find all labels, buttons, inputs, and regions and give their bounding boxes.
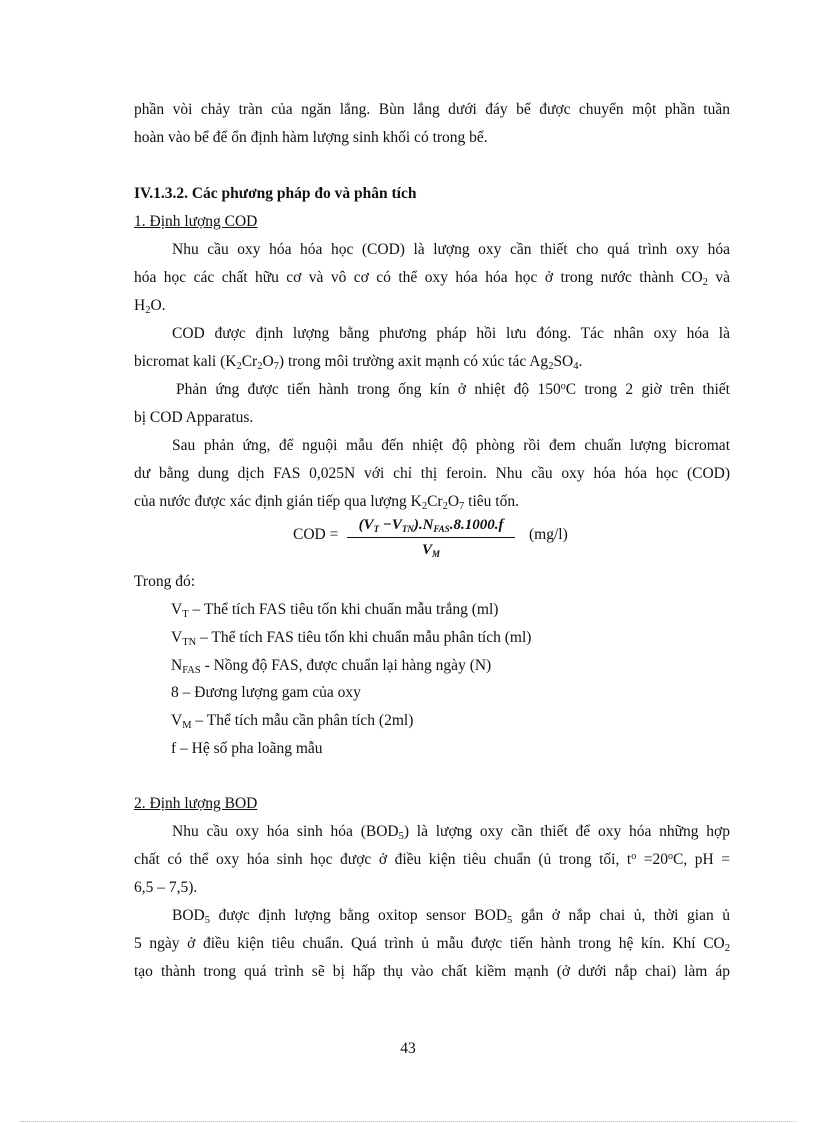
def-text: – Hệ số pha loãng mẫu — [176, 740, 323, 757]
text-run: . — [578, 353, 583, 370]
text-line: Nhu cầu oxy hóa hóa học (COD) là lượng oxy cần thiết cho quá trình oxy hóa — [172, 241, 730, 258]
subscript: M — [432, 549, 441, 559]
text-line — [134, 348, 730, 376]
text-line: bị COD Apparatus. — [134, 409, 254, 426]
definition-item — [171, 624, 531, 652]
text-run: của nước được xác định gián tiếp qua lượng K — [134, 493, 422, 510]
text-run: Phản ứng được tiến hành trong ống kín ở nhiệt độ 150 — [176, 381, 561, 398]
formula-unit: (mg/l) — [529, 526, 568, 543]
text-run: =20 — [636, 851, 668, 868]
bod-title-wrap — [134, 790, 730, 818]
text-run: hóa học các chất hữu cơ và vô cơ có thể oxy hóa hóa học ở trong nước thành CO — [134, 269, 703, 286]
text-line — [134, 902, 730, 930]
definition-item — [171, 596, 498, 624]
def-symbol: 8 — [171, 684, 179, 701]
subscript: 5 — [507, 915, 513, 926]
subscript: M — [182, 720, 192, 731]
text-run: gắn ở nắp chai ủ, thời gian ủ — [512, 907, 730, 924]
subscript: 2 — [702, 277, 708, 288]
definition-item — [171, 735, 323, 763]
def-symbol: N — [171, 657, 183, 674]
text-run: được định lượng bằng oxitop sensor BOD — [209, 907, 508, 924]
where-label: Trong đó: — [134, 573, 196, 590]
subscript: T — [373, 524, 380, 534]
text-line: Sau phản ứng, để nguội mẫu đến nhiệt độ phòng rồi đem chuẩn lượng bicromat — [172, 437, 730, 454]
subscript: 7 — [273, 361, 279, 372]
superscript: o — [631, 851, 637, 862]
cod-paragraph-3 — [134, 376, 730, 432]
text-run: và — [707, 269, 730, 286]
formula-numerator — [347, 514, 515, 536]
subscript: TN — [401, 524, 414, 534]
subscript: 5 — [204, 915, 210, 926]
intro-paragraph — [134, 96, 730, 152]
def-symbol: V — [171, 712, 183, 729]
text-run: C, pH = — [673, 851, 730, 868]
text-line — [134, 930, 730, 958]
text-line — [134, 818, 730, 846]
text-run: BOD — [172, 907, 205, 924]
text-run: SO — [553, 353, 574, 370]
bod-title: 2. Định lượng BOD — [134, 795, 258, 812]
bod-paragraph-2 — [134, 902, 730, 986]
text-line: hoàn vào bể để ổn định hàm lượng sinh khối có trong bể. — [134, 129, 488, 146]
text-run: O. — [150, 297, 166, 314]
text-run: (V — [358, 517, 374, 533]
def-symbol: f — [171, 740, 177, 757]
text-line — [134, 292, 730, 320]
text-line: 6,5 – 7,5). — [134, 879, 198, 896]
formula-lhs: COD = — [293, 526, 339, 543]
text-run: C trong 2 giờ trên thiết — [565, 381, 730, 398]
subscript: 2 — [548, 361, 554, 372]
text-run: 5 ngày ở điều kiện tiêu chuẩn. Quá trình ủ mẫu được tiến hành trong hệ kín. Khí CO — [134, 935, 725, 952]
subscript: T — [182, 609, 189, 620]
text-run: ).N — [413, 517, 434, 533]
cod-title: 1. Định lượng COD — [134, 213, 258, 230]
text-run: H — [134, 297, 146, 314]
subscript: 2 — [236, 361, 242, 372]
def-text: – Thể tích mẫu cần phân tích (2ml) — [191, 712, 414, 729]
subscript: TN — [182, 637, 197, 648]
subscript: 2 — [724, 943, 730, 954]
formula-denominator — [347, 539, 515, 561]
text-run: ) là lượng oxy cần thiết để oxy hóa những hợp — [403, 823, 730, 840]
text-run: Cr — [427, 493, 443, 510]
text-line — [134, 488, 730, 516]
section-heading: IV.1.3.2. Các phương pháp đo và phân tích — [134, 185, 417, 202]
bod-paragraph-1 — [134, 818, 730, 902]
cod-paragraph-2 — [134, 320, 730, 376]
def-text: – Đương lượng gam của oxy — [178, 684, 361, 701]
subscript: FAS — [182, 665, 201, 676]
subscript: 7 — [459, 501, 465, 512]
cod-title-wrap — [134, 208, 730, 236]
superscript: o — [560, 381, 566, 392]
text-run: O — [447, 493, 460, 510]
text-line: tạo thành trong quá trình sẽ bị hấp thụ vào chất kiềm mạnh (ở dưới nắp chai) làm áp — [134, 963, 730, 980]
text-line — [134, 376, 730, 404]
subscript: 2 — [421, 501, 428, 512]
def-text: – Thể tích FAS tiêu tốn khi chuẩn mẫu phân tích (ml) — [196, 629, 532, 646]
text-run: Cr — [241, 353, 258, 370]
definition-item — [171, 707, 413, 735]
definition-item — [171, 679, 361, 707]
page-number: 43 — [400, 1040, 416, 1057]
subscript: 4 — [573, 361, 579, 372]
text-line — [134, 264, 730, 292]
subscript: 2 — [145, 305, 151, 316]
def-text: - Nồng độ FAS, được chuẩn lại hàng ngày (N) — [200, 657, 492, 674]
subscript: 2 — [442, 501, 448, 512]
subscript: 5 — [398, 831, 404, 842]
text-run: .8.1000.f — [449, 517, 504, 533]
definition-item — [171, 652, 491, 680]
text-line: dư bằng dung dịch FAS 0,025N với chỉ thị feroin. Nhu cầu oxy hóa hóa học (COD) — [134, 465, 730, 482]
superscript: o — [668, 851, 673, 862]
text-line: COD được định lượng bằng phương pháp hồi lưu đóng. Tác nhân oxy hóa là — [172, 325, 730, 342]
subscript: 2 — [257, 361, 263, 372]
text-run: −V — [379, 517, 402, 533]
text-run: O — [262, 353, 274, 370]
text-run: chất có thể oxy hóa sinh học được ở điều kiện tiêu chuẩn (ủ trong tối, t — [134, 851, 632, 868]
text-line — [134, 846, 730, 874]
def-text: – Thể tích FAS tiêu tốn khi chuẩn mẫu trắng (ml) — [188, 601, 499, 618]
text-run: ) trong môi trường axit mạnh có xúc tác Ag — [278, 353, 549, 370]
fraction-bar — [347, 537, 515, 538]
cod-paragraph-1 — [134, 236, 730, 320]
cod-formula — [293, 514, 613, 564]
text-line: phần vòi chảy tràn của ngăn lắng. Bùn lắng dưới đáy bể được chuyển một phần tuần — [134, 101, 730, 118]
text-run: tiêu tốn. — [464, 493, 519, 510]
page-bottom-rule — [20, 1121, 796, 1122]
def-symbol: V — [171, 601, 183, 618]
text-run: Nhu cầu oxy hóa sinh hóa (BOD — [172, 823, 399, 840]
def-symbol: V — [171, 629, 183, 646]
cod-paragraph-4 — [134, 432, 730, 516]
subscript: FAS — [433, 524, 450, 534]
text-run: bicromat kali (K — [134, 353, 237, 370]
formula-fraction — [347, 514, 515, 561]
text-run: V — [421, 542, 432, 558]
